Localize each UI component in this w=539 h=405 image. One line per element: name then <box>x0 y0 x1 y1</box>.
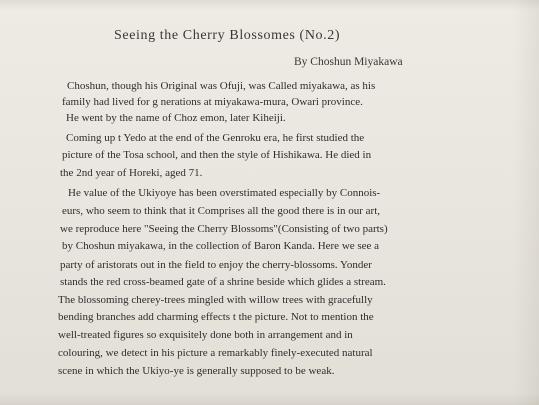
text-line: by Choshun miyakawa, in the collection of Baron Kanda. Here we see a <box>62 240 380 252</box>
paper-shadow-bottom <box>0 393 539 405</box>
text-line: colouring, we detect in his picture a remarkably finely-executed natural <box>58 347 373 359</box>
paper-shadow-right <box>513 0 539 405</box>
document-title: Seeing the Cherry Blossomes (No.2) <box>114 28 341 43</box>
text-line: The blossoming cherey-trees mingled with willow trees with gracefully <box>58 294 373 306</box>
text-line: He value of the Ukiyoye has been overstimated especially by Connois- <box>68 187 381 199</box>
text-line: scene in which the Ukiyo-ye is generally supposed to be weak. <box>58 365 335 377</box>
text-line: the 2nd year of Horeki, aged 71. <box>60 167 203 179</box>
text-line: well-treated figures so exquisitely done both in arrangement and in <box>58 329 353 341</box>
text-line: family had lived for g nerations at miyakawa-mura, Owari province. <box>62 96 363 108</box>
text-line: eurs, who seem to think that it Comprises all the good there is in our art, <box>62 205 381 217</box>
document-author: By Choshun Miyakawa <box>294 56 403 68</box>
text-line: stands the red cross-beamed gate of a shrine beside which glides a stream. <box>60 276 386 288</box>
text-line: we reproduce here "Seeing the Cherry Blossoms"(Consisting of two parts) <box>60 223 388 235</box>
text-line: bending branches add charming effects t the picture. Not to mention the <box>58 311 374 323</box>
text-line: Coming up t Yedo at the end of the Genroku era, he first studied the <box>66 132 365 144</box>
text-line: Choshun, though his Original was Ofuji, was Called miyakawa, as his <box>67 80 376 92</box>
text-line: He went by the name of Choz emon, later Kiheiji. <box>66 112 286 124</box>
text-line: picture of the Tosa school, and then the style of Hishikawa. He died in <box>62 149 372 161</box>
paper-shadow-top <box>0 0 539 10</box>
text-line: party of aristorats out in the field to enjoy the cherry-blossoms. Yonder <box>60 259 372 271</box>
